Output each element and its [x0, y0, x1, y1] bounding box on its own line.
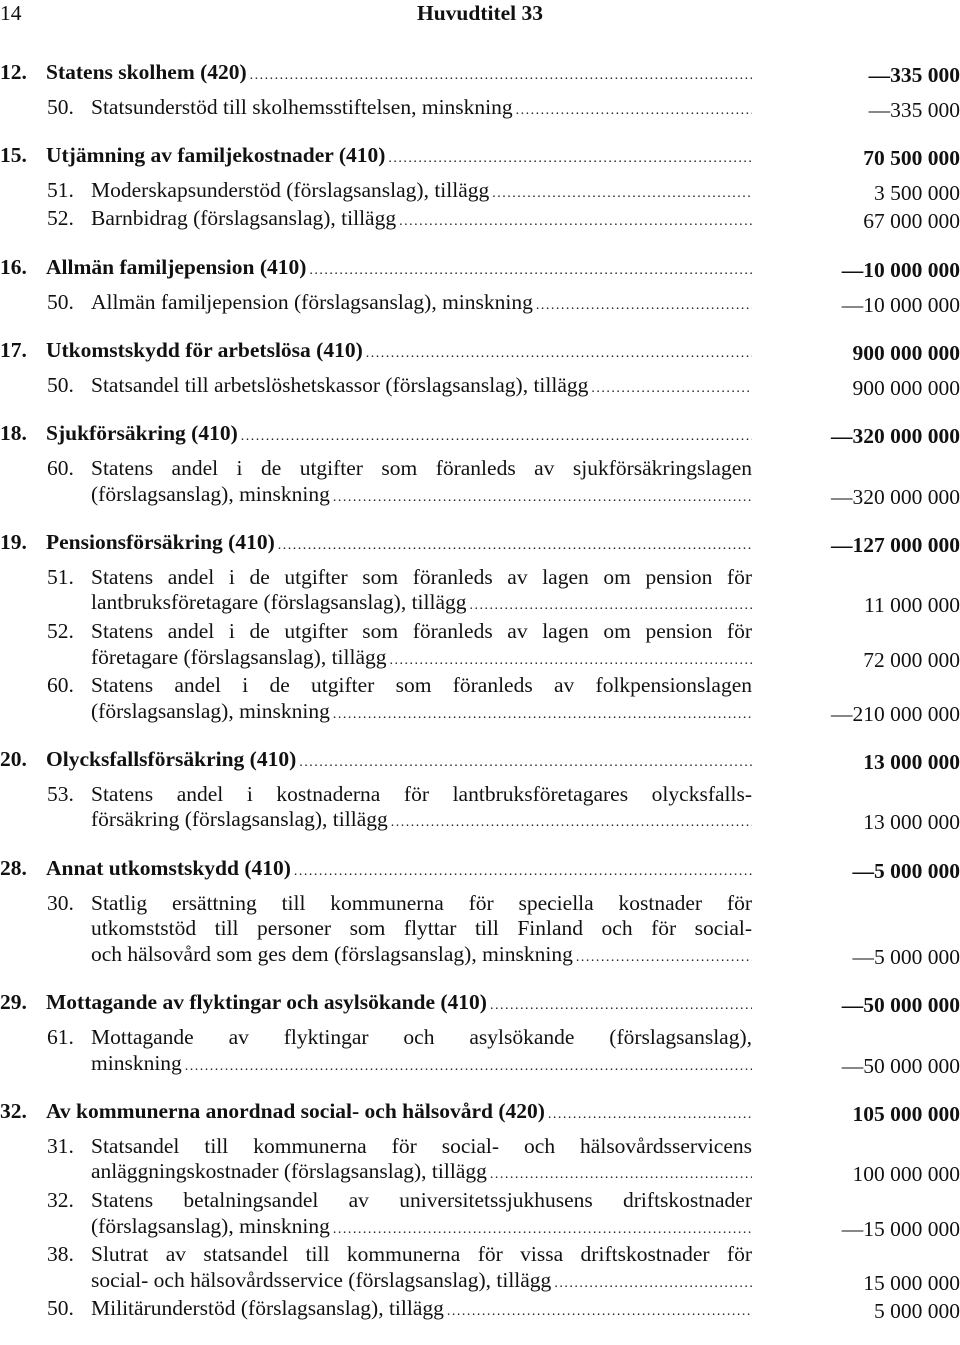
item-text: [91, 178, 752, 207]
leader-dots: [554, 1268, 752, 1297]
section-title: Mottagande av flyktingar och asylsökande (410): [46, 990, 487, 1016]
item-last-line: [91, 645, 752, 674]
item-label: (förslagsanslag), minskning: [91, 1214, 330, 1240]
item-line: Statens andel i kostnaderna för lantbruksföretagares olycksfalls-: [91, 782, 752, 808]
page-number: 14: [0, 0, 22, 26]
budget-section: [0, 255, 960, 318]
leader-dots: [294, 856, 752, 885]
item-line: utkomststöd till personer som flyttar till Finland och för social-: [91, 916, 752, 942]
section-heading: [0, 255, 960, 284]
item-line: Statens betalningsandel av universitetssjukhusens driftskostnader: [91, 1188, 752, 1214]
leader-dots: [576, 942, 752, 971]
section-line: [46, 856, 752, 885]
item-text: [91, 891, 752, 971]
section-title: Pensionsförsäkring (410): [46, 530, 275, 556]
section-amount: 105 000 000: [853, 1102, 960, 1128]
budget-item: [0, 1188, 960, 1242]
item-label: (förslagsanslag), minskning: [91, 482, 330, 508]
item-number: 52.: [47, 206, 87, 232]
leader-dots: [490, 1159, 752, 1188]
budget-item: [0, 1025, 960, 1079]
item-number: 50.: [47, 1296, 87, 1322]
budget-section: [0, 990, 960, 1079]
item-amount: 15 000 000: [863, 1271, 960, 1297]
section-text: [46, 856, 752, 885]
section-text: [46, 1099, 752, 1128]
leader-dots: [388, 143, 752, 172]
leader-dots: [548, 1099, 752, 1128]
leader-dots: [366, 338, 752, 367]
section-heading: [0, 60, 960, 89]
section-text: [46, 143, 752, 172]
section-text: [46, 530, 752, 559]
budget-item: [0, 1242, 960, 1296]
item-amount: 900 000 000: [853, 376, 960, 402]
item-text: [91, 1134, 752, 1188]
leader-dots: [299, 747, 752, 776]
item-label: Statsandel till arbetslöshetskassor (förslagsanslag), tillägg: [91, 373, 588, 399]
budget-section: [0, 856, 960, 970]
page-header: [0, 0, 960, 30]
section-title: Annat utkomstskydd (410): [46, 856, 291, 882]
item-amount: —5 000 000: [853, 945, 960, 971]
item-text: [91, 290, 752, 319]
budget-section: [0, 143, 960, 235]
item-number: 60.: [47, 456, 87, 482]
item-number: 38.: [47, 1242, 87, 1268]
item-number: 61.: [47, 1025, 87, 1051]
section-line: [46, 143, 752, 172]
item-amount: 5 000 000: [874, 1299, 960, 1325]
item-last-line: [91, 1296, 752, 1325]
item-label: Moderskapsunderstöd (förslagsanslag), tillägg: [91, 178, 489, 204]
item-line: Statens andel i de utgifter som föranleds av folkpensionslagen: [91, 673, 752, 699]
item-text: [91, 1188, 752, 1242]
section-amount: —10 000 000: [842, 258, 960, 284]
item-line: Mottagande av flyktingar och asylsökande (förslagsanslag),: [91, 1025, 752, 1051]
section-title: Olycksfallsförsäkring (410): [46, 747, 296, 773]
section-amount: 900 000 000: [853, 341, 960, 367]
leader-dots: [536, 290, 752, 319]
item-text: [91, 673, 752, 727]
item-line: Statens andel i de utgifter som föranleds av sjukförsäkringslagen: [91, 456, 752, 482]
budget-item: [0, 178, 960, 207]
item-line: Statsandel till kommunerna för social- och hälsovårdsservicens: [91, 1134, 752, 1160]
item-label: Allmän familjepension (förslagsanslag), minskning: [91, 290, 533, 316]
item-number: 51.: [47, 565, 87, 591]
budget-section: [0, 1099, 960, 1325]
item-amount: 72 000 000: [863, 648, 960, 674]
section-number: 19.: [0, 530, 40, 556]
section-amount: 13 000 000: [863, 750, 960, 776]
item-number: 51.: [47, 178, 87, 204]
item-last-line: [91, 699, 752, 728]
page-title: Huvudtitel 33: [0, 0, 960, 26]
item-label: anläggningskostnader (förslagsanslag), tillägg: [91, 1159, 487, 1185]
leader-dots: [185, 1051, 752, 1080]
item-text: [91, 565, 752, 619]
item-number: 52.: [47, 619, 87, 645]
item-number: 50.: [47, 373, 87, 399]
budget-item: [0, 290, 960, 319]
item-text: [91, 206, 752, 235]
item-amount: 67 000 000: [863, 209, 960, 235]
item-label: lantbruksföretagare (förslagsanslag), tillägg: [91, 590, 467, 616]
item-text: [91, 1025, 752, 1079]
section-title: Statens skolhem (420): [46, 60, 247, 86]
section-number: 15.: [0, 143, 40, 169]
budget-item: [0, 373, 960, 402]
item-amount: —15 000 000: [842, 1217, 960, 1243]
section-line: [46, 255, 752, 284]
section-heading: [0, 1099, 960, 1128]
section-amount: —50 000 000: [842, 993, 960, 1019]
section-text: [46, 421, 752, 450]
budget-section: [0, 421, 960, 510]
section-line: [46, 530, 752, 559]
item-amount: —50 000 000: [842, 1054, 960, 1080]
budget-item: [0, 619, 960, 673]
leader-dots: [309, 255, 752, 284]
section-text: [46, 255, 752, 284]
item-label: (förslagsanslag), minskning: [91, 699, 330, 725]
item-last-line: [91, 178, 752, 207]
item-amount: —335 000: [869, 98, 960, 124]
section-amount: —320 000 000: [831, 424, 960, 450]
section-text: [46, 60, 752, 89]
budget-item: [0, 1296, 960, 1325]
section-heading: [0, 338, 960, 367]
item-amount: 100 000 000: [853, 1162, 960, 1188]
item-text: [91, 1296, 752, 1325]
item-number: 50.: [47, 290, 87, 316]
item-number: 60.: [47, 673, 87, 699]
section-line: [46, 60, 752, 89]
section-title: Sjukförsäkring (410): [46, 421, 238, 447]
section-title: Av kommunerna anordnad social- och hälsovård (420): [46, 1099, 545, 1125]
budget-item: [0, 565, 960, 619]
budget-item: [0, 782, 960, 836]
item-number: 50.: [47, 95, 87, 121]
leader-dots: [490, 990, 752, 1019]
budget-section: [0, 338, 960, 401]
item-last-line: [91, 942, 752, 971]
item-label: försäkring (förslagsanslag), tillägg: [91, 807, 388, 833]
item-last-line: [91, 290, 752, 319]
item-line: Statens andel i de utgifter som föranleds av lagen om pension för: [91, 619, 752, 645]
section-number: 20.: [0, 747, 40, 773]
section-line: [46, 990, 752, 1019]
leader-dots: [447, 1296, 752, 1325]
section-line: [46, 1099, 752, 1128]
leader-dots: [516, 95, 752, 124]
item-amount: 13 000 000: [863, 810, 960, 836]
section-number: 17.: [0, 338, 40, 364]
budget-item: [0, 206, 960, 235]
item-amount: —320 000 000: [831, 485, 960, 511]
section-heading: [0, 530, 960, 559]
leader-dots: [391, 807, 752, 836]
item-label: Barnbidrag (förslagsanslag), tillägg: [91, 206, 396, 232]
section-heading: [0, 747, 960, 776]
budget-item: [0, 95, 960, 124]
budget-section: [0, 530, 960, 727]
item-number: 32.: [47, 1188, 87, 1214]
item-label: Militärunderstöd (förslagsanslag), tillägg: [91, 1296, 444, 1322]
item-line: Statlig ersättning till kommunerna för speciella kostnader för: [91, 891, 752, 917]
item-label: minskning: [91, 1051, 182, 1077]
section-number: 18.: [0, 421, 40, 447]
item-line: Slutrat av statsandel till kommunerna för vissa driftskostnader för: [91, 1242, 752, 1268]
item-last-line: [91, 206, 752, 235]
leader-dots: [492, 178, 752, 207]
leader-dots: [250, 60, 752, 89]
item-last-line: [91, 373, 752, 402]
leader-dots: [470, 590, 752, 619]
item-last-line: [91, 482, 752, 511]
budget-list: [0, 60, 960, 1345]
item-text: [91, 1242, 752, 1296]
item-last-line: [91, 1214, 752, 1243]
section-line: [46, 747, 752, 776]
item-text: [91, 456, 752, 510]
section-line: [46, 421, 752, 450]
item-last-line: [91, 590, 752, 619]
section-amount: —335 000: [869, 63, 960, 89]
section-heading: [0, 143, 960, 172]
section-amount: —5 000 000: [853, 859, 960, 885]
item-line: Statens andel i de utgifter som föranleds av lagen om pension för: [91, 565, 752, 591]
item-amount: —10 000 000: [842, 293, 960, 319]
leader-dots: [333, 1214, 752, 1243]
item-number: 31.: [47, 1134, 87, 1160]
section-number: 12.: [0, 60, 40, 86]
section-text: [46, 338, 752, 367]
section-number: 28.: [0, 856, 40, 882]
section-title: Allmän familjepension (410): [46, 255, 306, 281]
item-text: [91, 95, 752, 124]
section-heading: [0, 856, 960, 885]
budget-section: [0, 747, 960, 836]
budget-item: [0, 456, 960, 510]
item-amount: —210 000 000: [831, 702, 960, 728]
leader-dots: [399, 206, 752, 235]
section-amount: —127 000 000: [831, 533, 960, 559]
item-number: 30.: [47, 891, 87, 917]
leader-dots: [278, 530, 752, 559]
item-last-line: [91, 1159, 752, 1188]
item-text: [91, 373, 752, 402]
item-label: och hälsovård som ges dem (förslagsanslag), minskning: [91, 942, 573, 968]
item-amount: 3 500 000: [874, 181, 960, 207]
section-title: Utjämning av familjekostnader (410): [46, 143, 385, 169]
section-text: [46, 990, 752, 1019]
item-label: Statsunderstöd till skolhemsstiftelsen, minskning: [91, 95, 513, 121]
section-heading: [0, 421, 960, 450]
leader-dots: [333, 699, 752, 728]
budget-item: [0, 1134, 960, 1188]
item-amount: 11 000 000: [864, 593, 960, 619]
item-last-line: [91, 1268, 752, 1297]
item-last-line: [91, 95, 752, 124]
leader-dots: [390, 645, 753, 674]
item-label: företagare (förslagsanslag), tillägg: [91, 645, 387, 671]
leader-dots: [591, 373, 752, 402]
section-line: [46, 338, 752, 367]
item-label: social- och hälsovårdsservice (förslagsanslag), tillägg: [91, 1268, 551, 1294]
section-amount: 70 500 000: [863, 146, 960, 172]
item-number: 53.: [47, 782, 87, 808]
section-number: 16.: [0, 255, 40, 281]
section-number: 29.: [0, 990, 40, 1016]
item-text: [91, 782, 752, 836]
budget-item: [0, 891, 960, 971]
budget-section: [0, 60, 960, 123]
item-text: [91, 619, 752, 673]
section-text: [46, 747, 752, 776]
item-last-line: [91, 807, 752, 836]
section-number: 32.: [0, 1099, 40, 1125]
section-title: Utkomstskydd för arbetslösa (410): [46, 338, 363, 364]
section-heading: [0, 990, 960, 1019]
leader-dots: [241, 421, 752, 450]
item-last-line: [91, 1051, 752, 1080]
leader-dots: [333, 482, 752, 511]
budget-item: [0, 673, 960, 727]
